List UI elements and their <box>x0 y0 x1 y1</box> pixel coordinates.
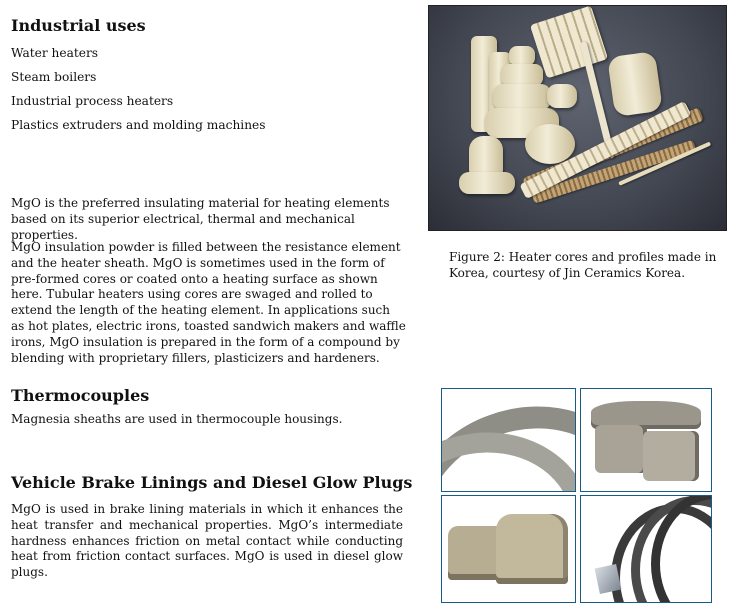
mgo-insulation-paragraph: MgO insulation powder is filled between the resistance element and the heater sheath. MgO is sometimes used in the form of pre-formed cores or coated onto a heating surface as shown here. Tubular heaters using cores are swaged and rolled to extend the length of the heating element. In applications such as hot plates, electric irons, toasted sandwich makers and waffle irons, MgO insulation is prepared in the form of a compound by blending with proprietary fillers, plasticizers and hardeners. <box>11 240 406 365</box>
brake-linings-text: MgO is used in brake lining materials in which it enhances the heat transfer and mechanical properties. MgO’s intermediate hardness enhances friction on metal contact while conducting heat from friction contact surfaces. MgO is used in diesel glow plugs. <box>11 502 403 580</box>
industrial-uses-heading: Industrial uses <box>11 16 146 35</box>
brake-lining-photo-4 <box>580 495 712 603</box>
list-item: Plastics extruders and molding machines <box>11 118 266 132</box>
thermocouples-text: Magnesia sheaths are used in thermocouple housings. <box>11 412 343 426</box>
figure-caption: Figure 2: Heater cores and profiles made in Korea, courtesy of Jin Ceramics Korea. <box>449 250 717 280</box>
list-item: Industrial process heaters <box>11 94 174 108</box>
mgo-preferred-paragraph: MgO is the preferred insulating material for heating elements based on its superior electrical, thermal and mechanical properties. <box>11 196 390 242</box>
brake-linings-heading: Vehicle Brake Linings and Diesel Glow Plugs <box>11 473 413 492</box>
brake-lining-photo-3 <box>441 495 576 603</box>
list-item: Steam boilers <box>11 70 97 84</box>
brake-lining-photo-1 <box>441 388 576 492</box>
thermocouples-heading: Thermocouples <box>11 386 150 405</box>
heater-cores-photo <box>428 5 727 231</box>
list-item: Water heaters <box>11 46 99 60</box>
industrial-uses-list <box>11 41 266 137</box>
brake-lining-photo-2 <box>580 388 712 492</box>
